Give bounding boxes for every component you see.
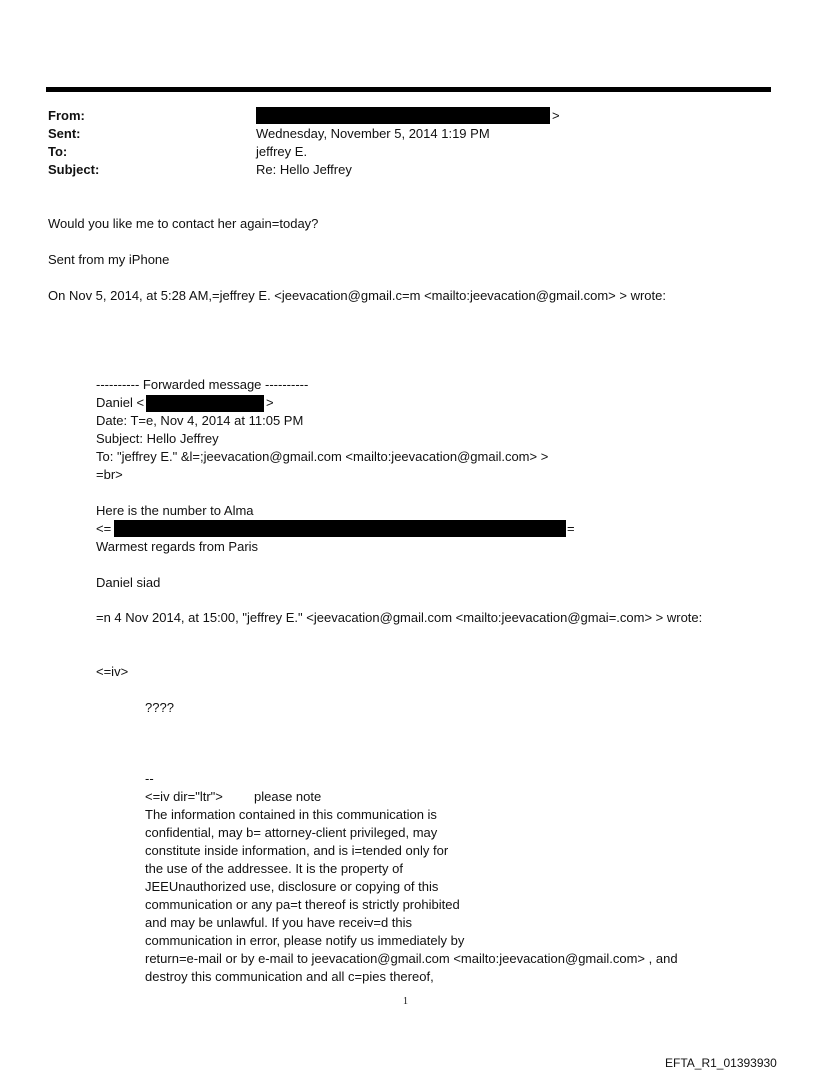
disclaimer-line: and may be unlawful. If you have receiv=d this — [145, 915, 413, 930]
disclaimer-line: The information contained in this communication is — [145, 807, 437, 822]
number-suffix: = — [567, 521, 575, 536]
please-note: please note — [254, 789, 322, 804]
to-label: To: — [48, 144, 68, 159]
disclaimer-line: JEEUnauthorized use, disclosure or copying of this — [145, 879, 439, 894]
forwarded-divider: ---------- Forwarded message ---------- — [96, 377, 309, 392]
from-redaction — [256, 107, 550, 124]
body-line-2: Sent from my iPhone — [48, 252, 170, 267]
disclaimer-line: return=e-mail or by e-mail to jeevacation@gmail.com <mailto:jeevacation@gmail.com> , and — [145, 951, 678, 966]
sent-label: Sent: — [48, 126, 81, 141]
disclaimer-line: communication or any pa=t thereof is strictly prohibited — [145, 897, 460, 912]
disclaimer-line: the use of the addressee. It is the property of — [145, 861, 403, 876]
from-suffix: > — [552, 108, 560, 123]
body-line-3: On Nov 5, 2014, at 5:28 AM,=jeffrey E. <jeevacation@gmail.c=m <mailto:jeevacation@gmail.com> > wrote: — [48, 288, 666, 303]
signoff-line: Daniel siad — [96, 575, 161, 590]
from-label: From: — [48, 108, 85, 123]
top-rule — [46, 87, 771, 92]
signature-dashes: -- — [145, 771, 154, 786]
subject-label: Subject: — [48, 162, 100, 177]
bates-number: EFTA_R1_01393930 — [665, 1056, 777, 1070]
div-tag: <=iv> — [96, 664, 129, 679]
body-line-1: Would you like me to contact her again=today? — [48, 216, 319, 231]
disclaimer-line: communication in error, please notify us immediately by — [145, 933, 465, 948]
forwarded-date: Date: T=e, Nov 4, 2014 at 11:05 PM — [96, 413, 304, 428]
subject-value: Re: Hello Jeffrey — [256, 162, 352, 177]
number-prefix: <= — [96, 521, 112, 536]
number-redaction — [114, 520, 566, 537]
forwarded-subject: Subject: Hello Jeffrey — [96, 431, 219, 446]
forwarded-to: To: "jeffrey E." &l=;jeevacation@gmail.com <mailto:jeevacation@gmail.com> > — [96, 449, 549, 464]
number-line: Here is the number to Alma — [96, 503, 254, 518]
sent-value: Wednesday, November 5, 2014 1:19 PM — [256, 126, 490, 141]
disclaimer-line: constitute inside information, and is i=tended only for — [145, 843, 449, 858]
regards-line: Warmest regards from Paris — [96, 539, 259, 554]
forwarded-from-prefix: Daniel < — [96, 395, 145, 410]
page-number: 1 — [403, 996, 408, 1007]
quote-header: =n 4 Nov 2014, at 15:00, "jeffrey E." <jeevacation@gmail.com <mailto:jeevacation@gmai=.com> > wrote: — [96, 610, 703, 625]
forwarded-br: =br> — [96, 467, 123, 482]
to-value: jeffrey E. — [256, 144, 308, 159]
disclaimer-line: confidential, may b= attorney-client privileged, may — [145, 825, 438, 840]
question-marks: ???? — [145, 700, 174, 715]
forwarded-from-redaction — [146, 395, 264, 412]
disclaimer-line: destroy this communication and all c=pies thereof, — [145, 969, 434, 984]
forwarded-from-suffix: > — [266, 395, 274, 410]
div-ltr-tag: <=iv dir="ltr"> — [145, 789, 223, 804]
